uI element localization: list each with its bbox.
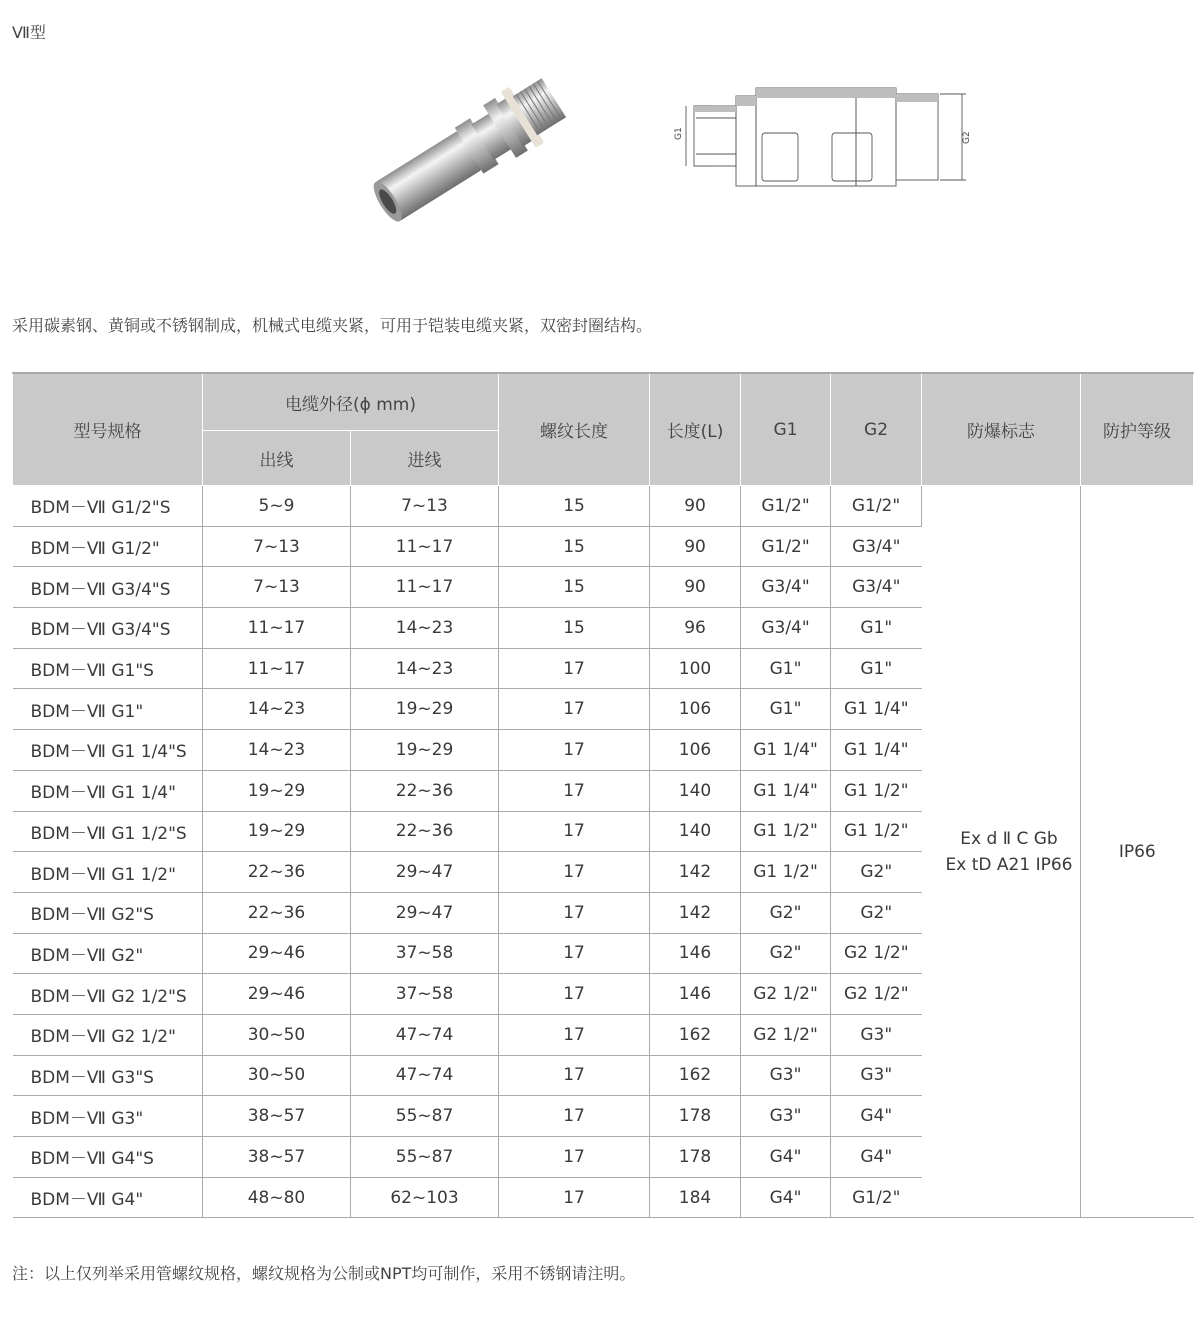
length-cell: 142	[650, 892, 741, 933]
thread-length-cell: 17	[499, 648, 650, 689]
g2-cell: G2 1/2"	[831, 974, 922, 1015]
out-cell: 38~57	[203, 1137, 351, 1178]
thread-length-cell: 17	[499, 1014, 650, 1055]
model-cell: BDM－Ⅶ G3/4"S	[13, 608, 203, 649]
g1-cell: G2 1/2"	[741, 974, 831, 1015]
model-cell: BDM－Ⅶ G1"S	[13, 648, 203, 689]
model-cell: BDM－Ⅶ G4"S	[13, 1137, 203, 1178]
g2-cell: G2 1/2"	[831, 933, 922, 974]
out-cell: 29~46	[203, 974, 351, 1015]
length-cell: 178	[650, 1137, 741, 1178]
thread-length-cell: 17	[499, 1137, 650, 1178]
cross-section-drawing	[672, 78, 972, 198]
g2-cell: G1/2"	[831, 486, 922, 527]
thread-length-cell: 17	[499, 974, 650, 1015]
g1-cell: G4"	[741, 1137, 831, 1178]
thread-length-cell: 17	[499, 1177, 650, 1218]
thread-length-cell: 15	[499, 486, 650, 527]
model-cell: BDM－Ⅶ G2 1/2"	[13, 1014, 203, 1055]
g2-cell: G3/4"	[831, 526, 922, 567]
out-cell: 19~29	[203, 770, 351, 811]
footnote: 注：以上仅列举采用管螺纹规格，螺纹规格为公制或NPT均可制作，采用不锈钢请注明。	[12, 1264, 636, 1283]
g1-cell: G2"	[741, 892, 831, 933]
g1-cell: G2"	[741, 933, 831, 974]
model-cell: BDM－Ⅶ G4"	[13, 1177, 203, 1218]
out-cell: 5~9	[203, 486, 351, 527]
thread-length-cell: 17	[499, 770, 650, 811]
g2-cell: G1/2"	[831, 1177, 922, 1218]
model-cell: BDM－Ⅶ G1/2"	[13, 526, 203, 567]
out-cell: 14~23	[203, 689, 351, 730]
in-cell: 55~87	[351, 1096, 499, 1137]
thread-length-cell: 17	[499, 1055, 650, 1096]
g1-cell: G3/4"	[741, 567, 831, 608]
thread-length-cell: 17	[499, 933, 650, 974]
thread-length-cell: 17	[499, 730, 650, 771]
out-cell: 7~13	[203, 526, 351, 567]
cable-gland-photo	[360, 62, 590, 227]
g2-cell: G2"	[831, 892, 922, 933]
out-cell: 29~46	[203, 933, 351, 974]
model-cell: BDM－Ⅶ G3/4"S	[13, 567, 203, 608]
out-cell: 11~17	[203, 648, 351, 689]
in-cell: 55~87	[351, 1137, 499, 1178]
length-cell: 100	[650, 648, 741, 689]
g2-cell: G1"	[831, 648, 922, 689]
in-cell: 11~17	[351, 526, 499, 567]
g1-cell: G1 1/4"	[741, 730, 831, 771]
out-cell: 30~50	[203, 1014, 351, 1055]
model-cell: BDM－Ⅶ G1 1/2"S	[13, 811, 203, 852]
product-description: 采用碳素钢、黄铜或不锈钢制成，机械式电缆夹紧，可用于铠装电缆夹紧，双密封圈结构。	[12, 316, 653, 335]
in-cell: 62~103	[351, 1177, 499, 1218]
g2-cell: G4"	[831, 1137, 922, 1178]
header-g2: G2	[831, 373, 922, 486]
in-cell: 37~58	[351, 933, 499, 974]
length-cell: 178	[650, 1096, 741, 1137]
model-cell: BDM－Ⅶ G1 1/4"S	[13, 730, 203, 771]
model-cell: BDM－Ⅶ G3"S	[13, 1055, 203, 1096]
g1-label: G1	[674, 127, 684, 140]
out-cell: 11~17	[203, 608, 351, 649]
model-cell: BDM－Ⅶ G2"S	[13, 892, 203, 933]
length-cell: 162	[650, 1055, 741, 1096]
g2-cell: G3"	[831, 1055, 922, 1096]
length-cell: 106	[650, 730, 741, 771]
length-cell: 142	[650, 852, 741, 893]
g2-cell: G1 1/4"	[831, 689, 922, 730]
header-thread-length: 螺纹长度	[499, 373, 650, 486]
g1-cell: G1 1/2"	[741, 811, 831, 852]
model-cell: BDM－Ⅶ G1 1/2"	[13, 852, 203, 893]
thread-length-cell: 17	[499, 892, 650, 933]
g1-cell: G3/4"	[741, 608, 831, 649]
thread-length-cell: 17	[499, 689, 650, 730]
length-cell: 106	[650, 689, 741, 730]
length-cell: 146	[650, 974, 741, 1015]
g2-cell: G1 1/4"	[831, 730, 922, 771]
g1-cell: G1/2"	[741, 526, 831, 567]
thread-length-cell: 15	[499, 608, 650, 649]
g2-cell: G1 1/2"	[831, 811, 922, 852]
model-cell: BDM－Ⅶ G1/2"S	[13, 486, 203, 527]
length-cell: 96	[650, 608, 741, 649]
g2-cell: G4"	[831, 1096, 922, 1137]
g1-cell: G1 1/2"	[741, 852, 831, 893]
g1-cell: G2 1/2"	[741, 1014, 831, 1055]
ex-mark-line: Ex tD A21 IP66	[945, 854, 1073, 875]
header-out: 出线	[203, 431, 351, 486]
header-in: 进线	[351, 431, 499, 486]
in-cell: 37~58	[351, 974, 499, 1015]
model-cell: BDM－Ⅶ G1"	[13, 689, 203, 730]
length-cell: 90	[650, 526, 741, 567]
thread-length-cell: 15	[499, 526, 650, 567]
thread-length-cell: 15	[499, 567, 650, 608]
ex-mark-cell	[922, 486, 1081, 1218]
out-cell: 22~36	[203, 892, 351, 933]
out-cell: 14~23	[203, 730, 351, 771]
g2-cell: G2"	[831, 852, 922, 893]
in-cell: 7~13	[351, 486, 499, 527]
out-cell: 38~57	[203, 1096, 351, 1137]
in-cell: 47~74	[351, 1055, 499, 1096]
model-cell: BDM－Ⅶ G3"	[13, 1096, 203, 1137]
g2-label: G2	[962, 131, 972, 144]
out-cell: 7~13	[203, 567, 351, 608]
in-cell: 29~47	[351, 892, 499, 933]
in-cell: 22~36	[351, 770, 499, 811]
model-cell: BDM－Ⅶ G1 1/4"	[13, 770, 203, 811]
length-cell: 90	[650, 567, 741, 608]
header-length: 长度(L)	[650, 373, 741, 486]
g1-cell: G1"	[741, 648, 831, 689]
length-cell: 140	[650, 770, 741, 811]
protection-cell: IP66	[1081, 486, 1194, 1218]
page-title: Ⅶ型	[12, 23, 46, 42]
g1-cell: G1"	[741, 689, 831, 730]
thread-length-cell: 17	[499, 811, 650, 852]
product-figures	[0, 0, 1200, 260]
length-cell: 184	[650, 1177, 741, 1218]
g1-cell: G4"	[741, 1177, 831, 1218]
in-cell: 29~47	[351, 852, 499, 893]
in-cell: 47~74	[351, 1014, 499, 1055]
g1-cell: G3"	[741, 1096, 831, 1137]
out-cell: 48~80	[203, 1177, 351, 1218]
ex-mark-line: Ex d Ⅱ C Gb	[960, 828, 1058, 849]
g1-cell: G1 1/4"	[741, 770, 831, 811]
length-cell: 140	[650, 811, 741, 852]
g1-cell: G3"	[741, 1055, 831, 1096]
in-cell: 14~23	[351, 648, 499, 689]
header-ex-mark: 防爆标志	[922, 373, 1081, 486]
out-cell: 22~36	[203, 852, 351, 893]
model-cell: BDM－Ⅶ G2"	[13, 933, 203, 974]
g2-cell: G1 1/2"	[831, 770, 922, 811]
in-cell: 14~23	[351, 608, 499, 649]
length-cell: 162	[650, 1014, 741, 1055]
g2-cell: G1"	[831, 608, 922, 649]
length-cell: 90	[650, 486, 741, 527]
table-row	[13, 486, 1194, 527]
model-cell: BDM－Ⅶ G2 1/2"S	[13, 974, 203, 1015]
in-cell: 19~29	[351, 689, 499, 730]
header-g1: G1	[741, 373, 831, 486]
in-cell: 19~29	[351, 730, 499, 771]
out-cell: 30~50	[203, 1055, 351, 1096]
header-protection: 防护等级	[1081, 373, 1194, 486]
header-cable-od: 电缆外径(ϕ mm)	[203, 373, 499, 431]
in-cell: 11~17	[351, 567, 499, 608]
g1-cell: G1/2"	[741, 486, 831, 527]
out-cell: 19~29	[203, 811, 351, 852]
g2-cell: G3/4"	[831, 567, 922, 608]
g2-cell: G3"	[831, 1014, 922, 1055]
header-model: 型号规格	[13, 373, 203, 486]
spec-table	[12, 372, 1194, 1218]
thread-length-cell: 17	[499, 852, 650, 893]
in-cell: 22~36	[351, 811, 499, 852]
length-cell: 146	[650, 933, 741, 974]
thread-length-cell: 17	[499, 1096, 650, 1137]
